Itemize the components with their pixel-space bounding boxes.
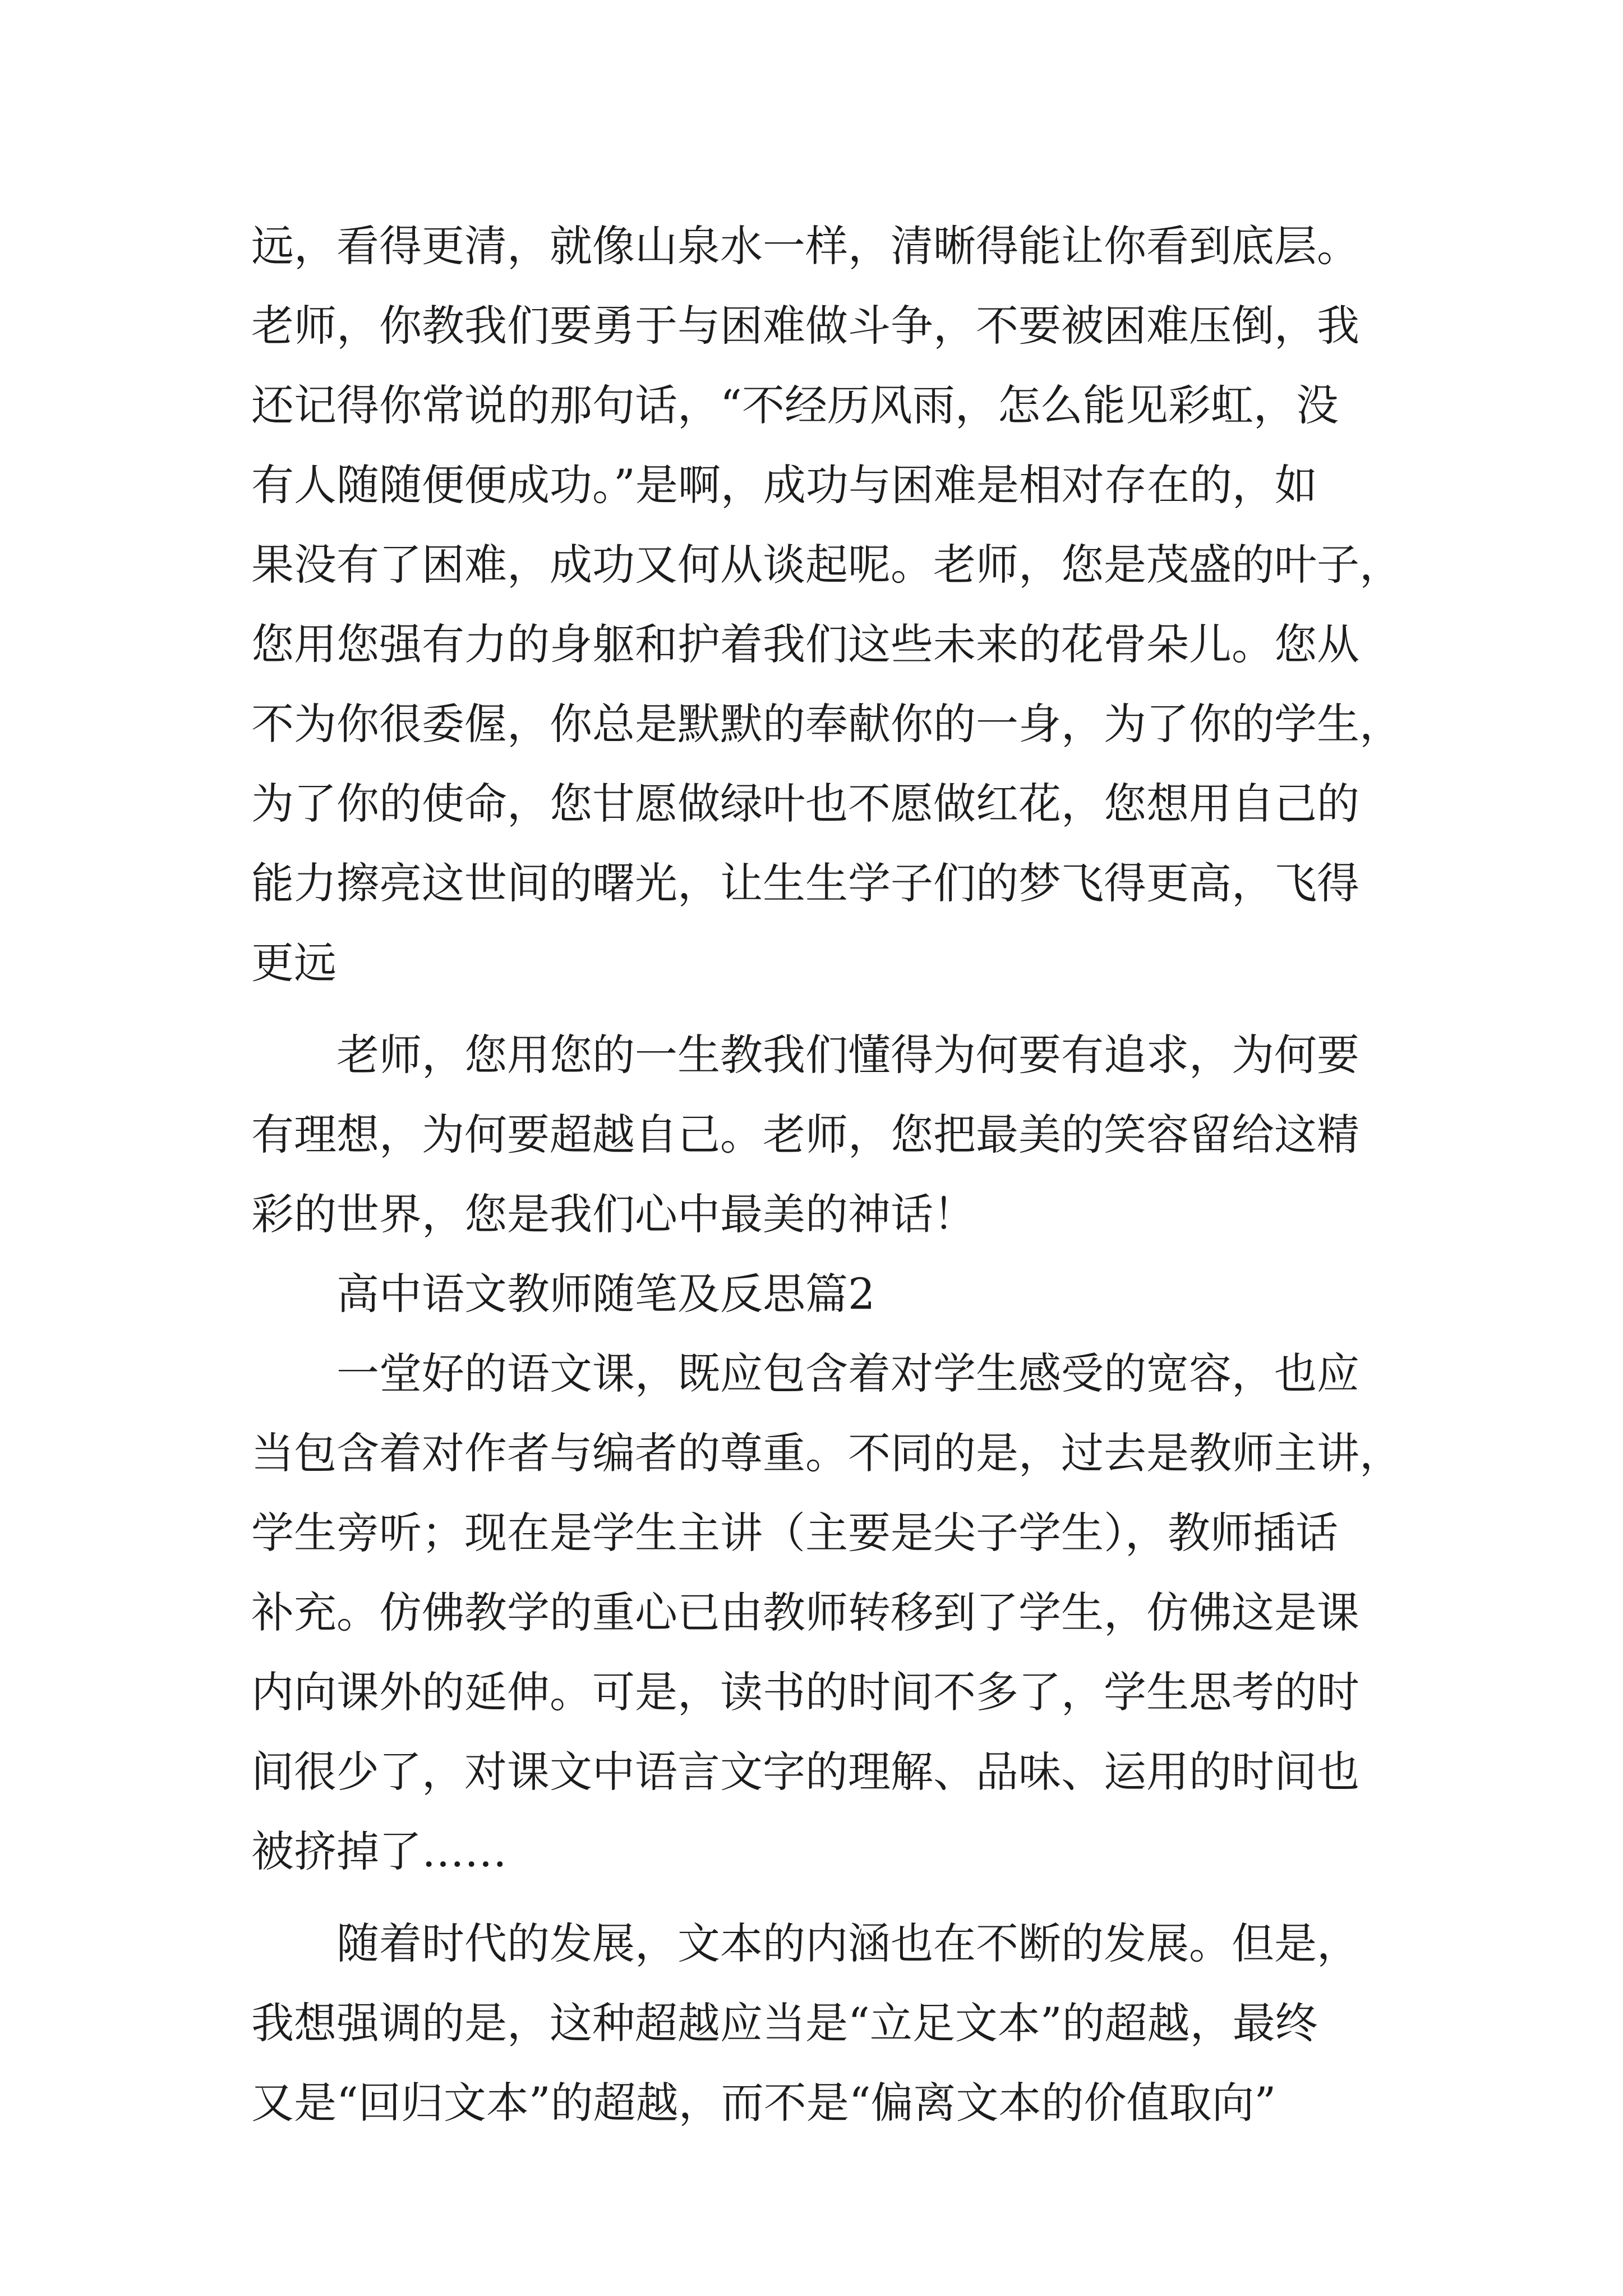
text-line: 有理想，为何要超越自己。老师，您把最美的笑容留给这精	[251, 1110, 1359, 1159]
text-line: 补充。仿佛教学的重心已由教师转移到了学生，仿佛这是课	[251, 1588, 1359, 1637]
paragraph-4	[251, 1904, 1407, 2143]
text-line: 彩的世界，您是我们心中最美的神话！	[251, 1189, 976, 1239]
document-body	[251, 206, 1407, 2143]
text-line: 我想强调的是，这种超越应当是“立足文本”的超越，最终	[251, 1998, 1318, 2048]
text-line: 您用您强有力的身躯和护着我们这些未来的花骨朵儿。您从	[251, 619, 1359, 669]
paragraph-1	[251, 206, 1407, 1003]
section-heading: 高中语文教师随笔及反思篇2	[336, 1269, 875, 1319]
text-line: 老师，您用您的一生教我们懂得为何要有追求，为何要	[336, 1030, 1359, 1080]
text-line: 为了你的使命，您甘愿做绿叶也不愿做红花，您想用自己的	[251, 779, 1359, 829]
paragraph-2	[251, 1015, 1407, 1254]
text-line: 不为你很委偓，你总是默默的奉献你的一身，为了你的学生，	[251, 699, 1402, 749]
section-heading-block	[251, 1254, 1407, 1334]
text-line: 能力擦亮这世间的曙光，让生生学子们的梦飞得更高，飞得	[251, 858, 1359, 908]
text-line: 被挤掉了……	[251, 1826, 507, 1876]
text-line: 还记得你常说的那句话，“不经历风雨，怎么能见彩虹，没	[251, 380, 1339, 430]
text-line: 果没有了困难，成功又何从谈起呢。老师，您是茂盛的叶子，	[251, 540, 1402, 590]
text-line: 远，看得更清，就像山泉水一样，清晰得能让你看到底层。	[251, 221, 1359, 271]
text-line: 更远	[251, 938, 336, 988]
text-line: 内向课外的延伸。可是，读书的时间不多了，学生思考的时	[251, 1667, 1359, 1717]
text-line: 间很少了，对课文中语言文字的理解、品味、运用的时间也	[251, 1747, 1359, 1797]
text-line: 老师，你教我们要勇于与困难做斗争，不要被困难压倒，我	[251, 301, 1359, 351]
text-line: 学生旁听；现在是学生主讲（主要是尖子学生），教师插话	[251, 1508, 1338, 1558]
text-line: 当包含着对作者与编者的尊重。不同的是，过去是教师主讲，	[251, 1428, 1402, 1478]
text-line: 有人随随便便成功。”是啊，成功与困难是相对存在的，如	[251, 460, 1317, 510]
text-line: 又是“回归文本”的超越，而不是“偏离文本的价值取向”	[251, 2078, 1276, 2128]
text-line: 一堂好的语文课，既应包含着对学生感受的宽容，也应	[336, 1349, 1359, 1398]
text-line: 随着时代的发展，文本的内涵也在不断的发展。但是，	[336, 1918, 1359, 1968]
paragraph-3	[251, 1334, 1407, 1892]
